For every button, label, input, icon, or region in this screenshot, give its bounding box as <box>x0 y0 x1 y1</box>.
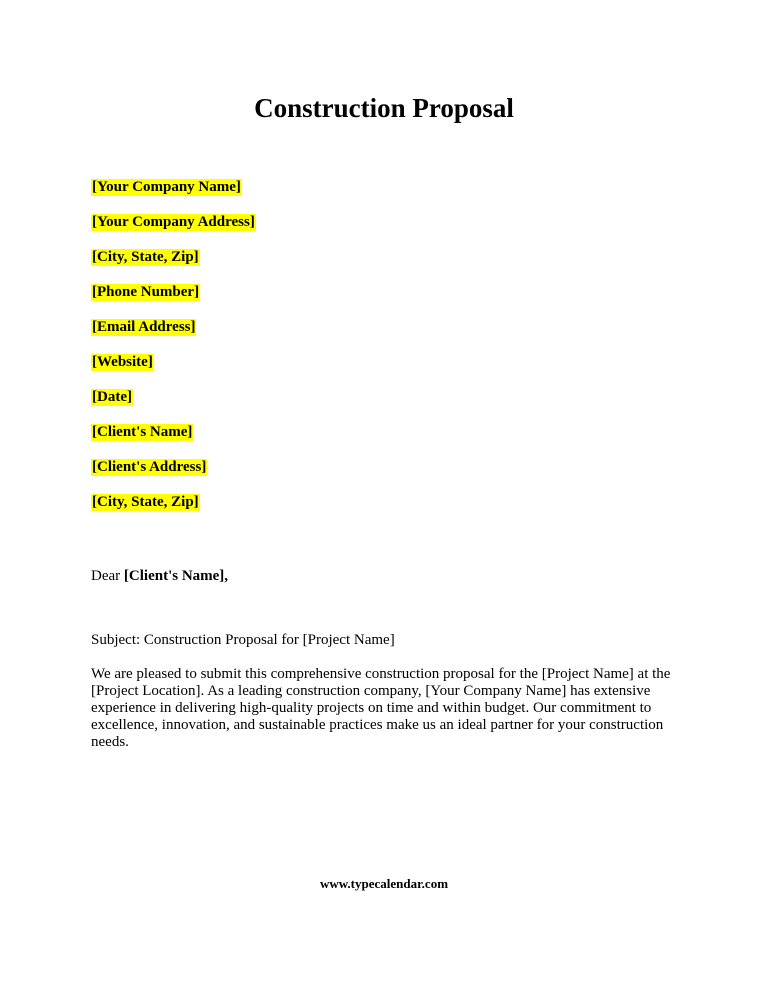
field-phone-number: [Phone Number] <box>92 284 200 300</box>
field-company-name: [Your Company Name] <box>92 179 241 195</box>
field-client-city-state-zip: [City, State, Zip] <box>92 494 199 510</box>
field-website: [Website] <box>92 354 153 370</box>
salutation <box>91 567 228 585</box>
field-company-address: [Your Company Address] <box>92 214 255 230</box>
body-line: experience in delivering high-quality projects on time and within budget. Our commitment to <box>91 700 652 716</box>
body-line: We are pleased to submit this comprehensive construction proposal for the [Project Name] at the <box>91 666 671 682</box>
field-date: [Date] <box>92 389 132 405</box>
body-line: needs. <box>91 734 129 750</box>
field-email-address: [Email Address] <box>92 319 196 335</box>
salutation-prefix: Dear <box>91 568 124 584</box>
field-company-city-state-zip: [City, State, Zip] <box>92 249 199 265</box>
document-title: Construction Proposal <box>254 93 514 123</box>
field-client-name: [Client's Name] <box>92 424 193 440</box>
body-paragraph <box>91 666 691 751</box>
footer-website: www.typecalendar.com <box>319 876 449 891</box>
salutation-client-name: [Client's Name], <box>123 568 229 584</box>
subject-line: Subject: Construction Proposal for [Project Name] <box>91 632 395 648</box>
field-client-address: [Client's Address] <box>92 459 207 475</box>
body-line: [Project Location]. As a leading construction company, [Your Company Name] has extensive <box>91 683 651 699</box>
body-line: excellence, innovation, and sustainable practices make us an ideal partner for your construction <box>91 717 664 733</box>
